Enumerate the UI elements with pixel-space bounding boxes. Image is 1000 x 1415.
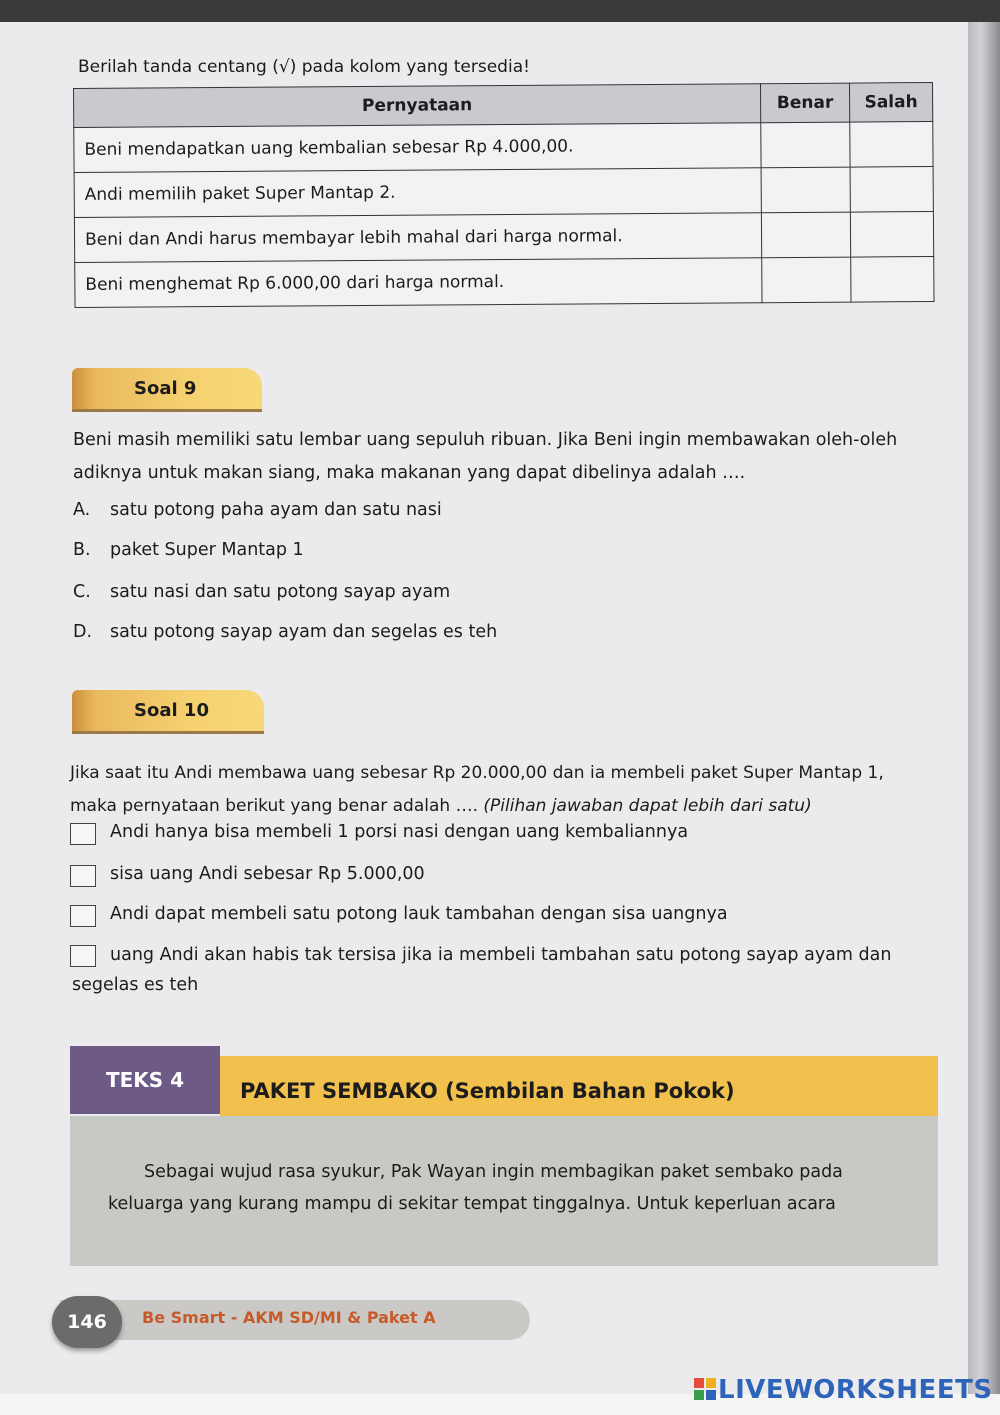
body-line: Sebagai wujud rasa syukur, Pak Wayan ingin membagikan paket sembako pada [144,1162,843,1182]
soal-10-label: Soal 10 [134,700,209,721]
watermark-text: LIVEWORKSHEETS [718,1375,993,1405]
table-row [74,211,933,262]
checkbox-option-text: Andi dapat membeli satu potong lauk tambahan dengan sisa uangnya [110,904,728,924]
page-number: 146 [52,1296,122,1348]
benar-checkbox-cell[interactable] [761,122,850,168]
statement-cell: Beni dan Andi harus membayar lebih mahal dari harga normal. [74,213,761,263]
statement-cell: Beni mendapatkan uang kembalian sebesar Rp 4.000,00. [74,123,761,173]
question-line: Beni masih memiliki satu lembar uang sepuluh ribuan. Jika Beni ingin membawakan oleh-oleh [73,430,898,450]
table-row [75,256,934,307]
option-text: satu nasi dan satu potong sayap ayam [110,582,451,602]
teks-4-body [70,1116,938,1266]
option-text: satu potong paha ayam dan satu nasi [110,500,442,520]
soal-10-tab [72,690,264,734]
table-row [74,121,933,172]
option-d[interactable] [73,622,497,642]
teks-4-tag: TEKS 4 [70,1046,220,1114]
teks-4-header [70,1046,938,1116]
soal-9-question [73,424,897,490]
option-text: satu potong sayap ayam dan segelas es teh [110,622,498,642]
option-letter: B. [73,540,91,560]
soal-10-question [70,757,884,823]
option-line: segelas es teh [72,975,199,995]
page-edge [968,22,1000,1394]
answer-checkbox[interactable] [70,945,96,967]
liveworksheets-watermark [694,1375,993,1405]
body-line: keluarga yang kurang mampu di sekitar tempat tinggalnya. Untuk keperluan acara [108,1194,836,1214]
checkbox-option[interactable] [70,904,728,927]
option-b[interactable] [73,540,304,560]
checkbox-option[interactable] [70,944,891,1000]
liveworksheets-logo-icon [694,1378,716,1400]
option-text: paket Super Mantap 1 [110,540,304,560]
answer-checkbox[interactable] [70,823,96,845]
question-line [70,790,884,823]
benar-checkbox-cell[interactable] [761,212,850,258]
header-salah: Salah [849,82,932,122]
option-letter: C. [73,582,91,602]
question-text: maka pernyataan berikut yang benar adalah …. [70,796,478,816]
header-pernyataan: Pernyataan [74,84,761,128]
checkbox-option[interactable] [70,864,425,887]
table-instruction: Berilah tanda centang (√) pada kolom yang tersedia! [78,57,530,77]
answer-checkbox[interactable] [70,865,96,887]
statement-cell: Beni menghemat Rp 6.000,00 dari harga normal. [75,258,762,308]
answer-checkbox[interactable] [70,905,96,927]
checkbox-option-text: sisa uang Andi sebesar Rp 5.000,00 [110,864,425,884]
checkbox-option[interactable] [70,822,688,845]
question-line: Jika saat itu Andi membawa uang sebesar Rp 20.000,00 dan ia membeli paket Super Mantap 1, [70,763,884,783]
salah-checkbox-cell[interactable] [850,121,933,167]
table-row [74,166,933,217]
question-note: (Pilihan jawaban dapat lebih dari satu) [483,796,812,816]
soal-9-label: Soal 9 [134,378,197,399]
option-letter: A. [73,500,91,520]
salah-checkbox-cell[interactable] [851,256,934,302]
statement-cell: Andi memilih paket Super Mantap 2. [74,168,761,218]
soal-9-tab [72,368,262,412]
benar-checkbox-cell[interactable] [762,257,851,303]
statement-table [73,82,935,308]
option-c[interactable] [73,582,450,602]
option-letter: D. [73,622,93,642]
checkbox-option-text: Andi hanya bisa membeli 1 porsi nasi dengan uang kembaliannya [110,822,689,842]
benar-checkbox-cell[interactable] [761,167,850,213]
salah-checkbox-cell[interactable] [850,211,933,257]
header-benar: Benar [760,83,849,123]
option-a[interactable] [73,500,442,520]
option-line: uang Andi akan habis tak tersisa jika ia membeli tambahan satu potong sayap ayam dan [110,945,892,965]
question-line: adiknya untuk makan siang, maka makanan yang dapat dibelinya adalah …. [73,463,746,483]
checkbox-option-text [72,940,892,1000]
book-title: Be Smart - AKM SD/MI & Paket A [142,1308,436,1327]
teks-4-title: PAKET SEMBAKO (Sembilan Bahan Pokok) [220,1056,938,1126]
salah-checkbox-cell[interactable] [850,166,933,212]
